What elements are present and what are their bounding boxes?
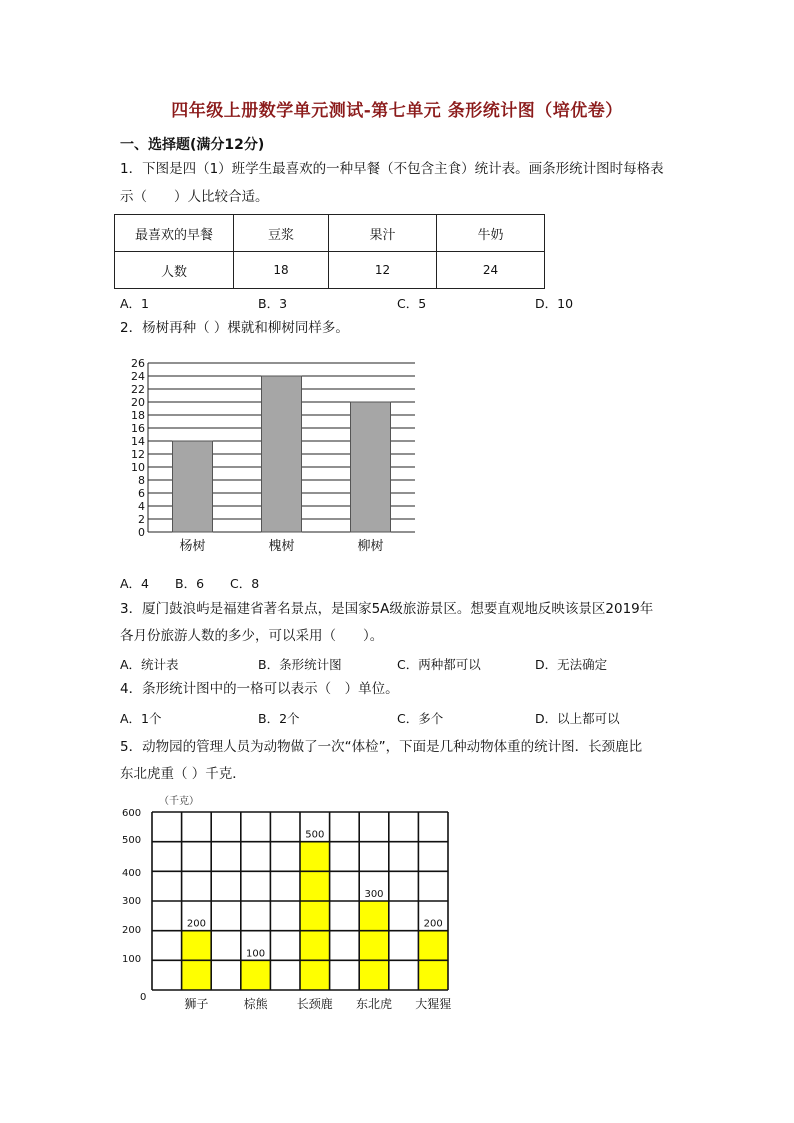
question-5-line-1: 5．动物园的管理人员为动物做了一次“体检”，下面是几种动物体重的统计图．长颈鹿比 (120, 739, 643, 755)
y-tick-label: 26 (131, 357, 145, 370)
x-tick-label: 杨树 (179, 539, 206, 554)
chart-y-ticks (122, 808, 146, 1003)
table-cell: 24 (437, 252, 545, 289)
y-tick-label: 4 (138, 500, 145, 513)
question-4-text: 4．条形统计图中的一格可以表示（ ）单位。 (120, 681, 399, 697)
data-label: 300 (364, 889, 384, 900)
question-2-text: 2．杨树再种（ ）棵就和柳树同样多。 (120, 320, 349, 336)
y-tick-label: 20 (131, 396, 145, 409)
question-1-line-1: 1．下图是四（1）班学生最喜欢的一种早餐（不包含主食）统计表。画条形统计图时每格表 (120, 161, 664, 177)
chart-y-ticks (131, 357, 145, 539)
y-tick-label: 500 (122, 835, 142, 846)
bar (300, 842, 330, 990)
section-heading: 一、选择题(满分12分) (120, 137, 265, 153)
table-cell: 人数 (115, 252, 234, 289)
x-tick-label: 狮子 (184, 997, 209, 1011)
x-tick-label: 槐树 (268, 539, 295, 554)
y-tick-label: 12 (131, 448, 145, 461)
table-row (115, 215, 545, 252)
table-cell: 果汁 (329, 215, 437, 252)
y-tick-label: 2 (138, 513, 145, 526)
bar (173, 441, 213, 532)
y-tick-label: 10 (131, 461, 145, 474)
data-label: 200 (423, 918, 443, 930)
q1-option-b: B．3 (258, 296, 288, 311)
q4-option-a: A．1个 (120, 711, 162, 726)
y-tick-label: 22 (131, 383, 145, 396)
y-tick-label: 200 (122, 925, 142, 936)
data-label: 200 (186, 918, 206, 930)
y-tick-label: 400 (122, 868, 142, 879)
q1-option-c: C．5 (397, 296, 427, 311)
y-tick-label: 18 (131, 409, 145, 422)
x-tick-label: 柳树 (357, 539, 384, 554)
chart-bars (182, 842, 448, 990)
table-cell: 18 (234, 252, 329, 289)
y-tick-label: 6 (138, 487, 145, 500)
q4-option-d: D．以上都可以 (535, 711, 620, 726)
chart-unit-label: （千克） (159, 796, 199, 807)
x-tick-label: 长颈鹿 (296, 997, 333, 1011)
bar (351, 402, 391, 532)
q2-option-c: C．8 (230, 576, 260, 591)
q2-option-a: A．4 (120, 576, 150, 591)
table-cell: 12 (329, 252, 437, 289)
q4-option-c: C．多个 (397, 711, 444, 726)
q3-option-c: C．两种都可以 (397, 657, 481, 672)
question-1-line-2: 示（ ）人比较合适。 (120, 189, 269, 205)
table-cell: 豆浆 (234, 215, 329, 252)
y-tick-label: 0 (140, 992, 147, 1003)
data-label: 500 (305, 829, 325, 841)
bar (359, 901, 389, 990)
page-title: 四年级上册数学单元测试-第七单元 条形统计图（培优卷） (171, 101, 623, 121)
y-tick-label: 600 (122, 808, 142, 819)
chart-x-labels (184, 996, 451, 1011)
breakfast-table (114, 214, 545, 289)
y-tick-label: 14 (131, 435, 145, 448)
q3-option-b: B．条形统计图 (258, 657, 342, 672)
y-tick-label: 24 (131, 370, 145, 383)
chart-bars (173, 376, 391, 532)
bar (241, 960, 271, 990)
table-cell: 牛奶 (437, 215, 545, 252)
q3-option-a: A．统计表 (120, 657, 179, 672)
q4-option-b: B．2个 (258, 711, 300, 726)
question-3-line-2: 各月份旅游人数的多少，可以采用（ ）。 (120, 628, 384, 644)
y-tick-label: 16 (131, 422, 145, 435)
table-row (115, 252, 545, 289)
q1-option-a: A．1 (120, 296, 150, 311)
bar (262, 376, 302, 532)
q3-option-d: D．无法确定 (535, 657, 608, 672)
y-tick-label: 300 (122, 896, 142, 907)
q1-option-d: D．10 (535, 296, 574, 311)
x-tick-label: 棕熊 (243, 997, 268, 1011)
x-tick-label: 大猩猩 (415, 997, 452, 1011)
question-3-line-1: 3．厦门鼓浪屿是福建省著名景点，是国家5A级旅游景区。想要直观地反映该景区2019年 (120, 601, 654, 617)
chart-x-labels (179, 538, 383, 554)
q2-option-b: B．6 (175, 576, 205, 591)
question-5-line-2: 东北虎重（ ）千克． (120, 766, 246, 782)
data-label: 100 (246, 948, 266, 960)
y-tick-label: 100 (122, 954, 142, 965)
y-tick-label: 8 (138, 474, 145, 487)
y-tick-label: 0 (138, 526, 145, 539)
animal-weight-chart (115, 788, 475, 1020)
table-cell: 最喜欢的早餐 (115, 215, 234, 252)
x-tick-label: 东北虎 (355, 997, 393, 1011)
tree-bar-chart (110, 350, 430, 560)
